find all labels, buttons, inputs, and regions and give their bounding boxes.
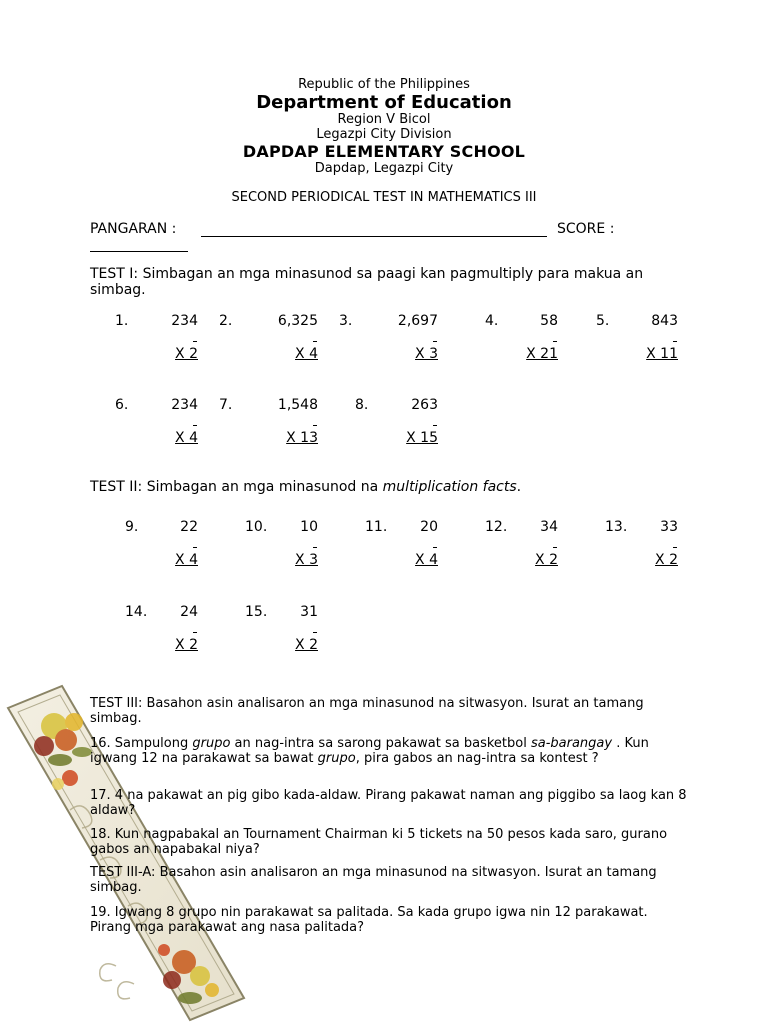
item-number: 11. — [365, 519, 388, 535]
region-line: Region V Bicol — [337, 112, 431, 127]
name-blank[interactable] — [201, 224, 547, 237]
multiplier: X 2 — [535, 552, 558, 568]
tick-mark — [433, 341, 437, 342]
q16-italic: sa-barangay — [530, 736, 613, 751]
tick-mark — [433, 547, 437, 548]
multiplier: X 15 — [406, 430, 438, 446]
question-17: 17. 4 na pakawat an pig gibo kada-aldaw. Pirang pakawat naman ang piggibo sa laog kan 8 aldaw? — [90, 788, 687, 818]
q16-italic: grupo — [192, 736, 231, 751]
q16-italic: grupo — [317, 751, 356, 766]
multiplier: X 3 — [295, 552, 318, 568]
multiplicand: 2,697 — [397, 313, 438, 329]
multiplier: X 4 — [415, 552, 438, 568]
multiplicand: 24 — [180, 604, 198, 620]
multiplicand: 31 — [300, 604, 318, 620]
multiplicand: 10 — [300, 519, 318, 535]
item-number: 9. — [125, 519, 139, 535]
multiplicand: 1,548 — [277, 397, 318, 413]
multiplicand: 34 — [540, 519, 558, 535]
multiplier: X 4 — [175, 552, 198, 568]
name-label: PANGARAN : — [90, 221, 177, 237]
multiplicand: 234 — [171, 397, 198, 413]
tick-mark — [313, 547, 317, 548]
q16-text: an nag-intra sa sarong pakawat sa basketbol — [230, 736, 531, 751]
multiplier: X 3 — [415, 346, 438, 362]
test-title: SECOND PERIODICAL TEST IN MATHEMATICS III — [231, 190, 537, 205]
test3-heading: TEST III: Basahon asin analisaron an mga minasunod na sitwasyon. Isurat an tamang simbag. — [90, 696, 644, 726]
item-number: 1. — [115, 313, 129, 329]
multiplicand: 263 — [411, 397, 438, 413]
item-number: 12. — [485, 519, 508, 535]
multiplicand: 22 — [180, 519, 198, 535]
multiplier: X 11 — [646, 346, 678, 362]
multiplier: X 2 — [655, 552, 678, 568]
multiplier: X 21 — [526, 346, 558, 362]
tick-mark — [313, 425, 317, 426]
school-address: Dapdap, Legazpi City — [314, 161, 454, 176]
item-number: 6. — [115, 397, 129, 413]
item-number: 5. — [596, 313, 610, 329]
test2-heading-end: . — [516, 479, 522, 495]
score-label: SCORE : — [557, 221, 615, 237]
question-19: 19. Igwang 8 grupo nin parakawat sa palitada. Sa kada grupo igwa nin 12 parakawat. Pirang mga parakawat ang nasa palitada? — [90, 905, 648, 935]
test2-heading — [90, 479, 521, 495]
multiplier: X 2 — [175, 346, 198, 362]
item-number: 10. — [245, 519, 268, 535]
multiplicand: 20 — [420, 519, 438, 535]
tick-mark — [193, 632, 197, 633]
tick-mark — [673, 341, 677, 342]
multiplier: X 4 — [295, 346, 318, 362]
multiplicand: 234 — [171, 313, 198, 329]
tick-mark — [313, 632, 317, 633]
tick-mark — [673, 547, 677, 548]
item-number: 7. — [219, 397, 233, 413]
item-number: 14. — [125, 604, 148, 620]
multiplicand: 33 — [660, 519, 678, 535]
multiplier: X 2 — [295, 637, 318, 653]
tick-mark — [553, 547, 557, 548]
q16-text: 16. Sampulong — [90, 736, 193, 751]
score-blank[interactable] — [90, 239, 188, 252]
item-number: 13. — [605, 519, 628, 535]
multiplicand: 58 — [540, 313, 558, 329]
question-16 — [90, 736, 690, 766]
multiplicand: 6,325 — [277, 313, 318, 329]
tick-mark — [553, 341, 557, 342]
item-number: 3. — [339, 313, 353, 329]
multiplier: X 13 — [286, 430, 318, 446]
item-number: 4. — [485, 313, 499, 329]
multiplier: X 2 — [175, 637, 198, 653]
question-18: 18. Kun nagpabakal an Tournament Chairman ki 5 tickets na 50 pesos kada saro, gurano gabos an napabakal niya? — [90, 827, 668, 857]
q16-text: . Kun igwang 12 na parakawat sa bawat — [90, 736, 649, 766]
school-name: DAPDAP ELEMENTARY SCHOOL — [242, 142, 526, 161]
multiplier: X 4 — [175, 430, 198, 446]
tick-mark — [433, 425, 437, 426]
tick-mark — [313, 341, 317, 342]
item-number: 15. — [245, 604, 268, 620]
test3a-heading: TEST III-A: Basahon asin analisaron an mga minasunod na sitwasyon. Isurat an tamang simbag. — [90, 865, 657, 895]
division-line: Legazpi City Division — [316, 127, 452, 142]
test2-heading-start: TEST II: Simbagan an mga minasunod na — [90, 479, 383, 495]
department-title: Department of Education — [256, 92, 512, 113]
test1-heading: TEST I: Simbagan an mga minasunod sa paagi kan pagmultiply para makua an simbag. — [90, 266, 644, 298]
tick-mark — [193, 341, 197, 342]
item-number: 8. — [355, 397, 369, 413]
multiplicand: 843 — [651, 313, 678, 329]
tick-mark — [193, 547, 197, 548]
q16-text: , pira gabos an nag-intra sa kontest ? — [355, 751, 599, 766]
test2-heading-italic: multiplication facts — [382, 479, 517, 495]
republic-line: Republic of the Philippines — [298, 77, 470, 92]
item-number: 2. — [219, 313, 233, 329]
tick-mark — [193, 425, 197, 426]
